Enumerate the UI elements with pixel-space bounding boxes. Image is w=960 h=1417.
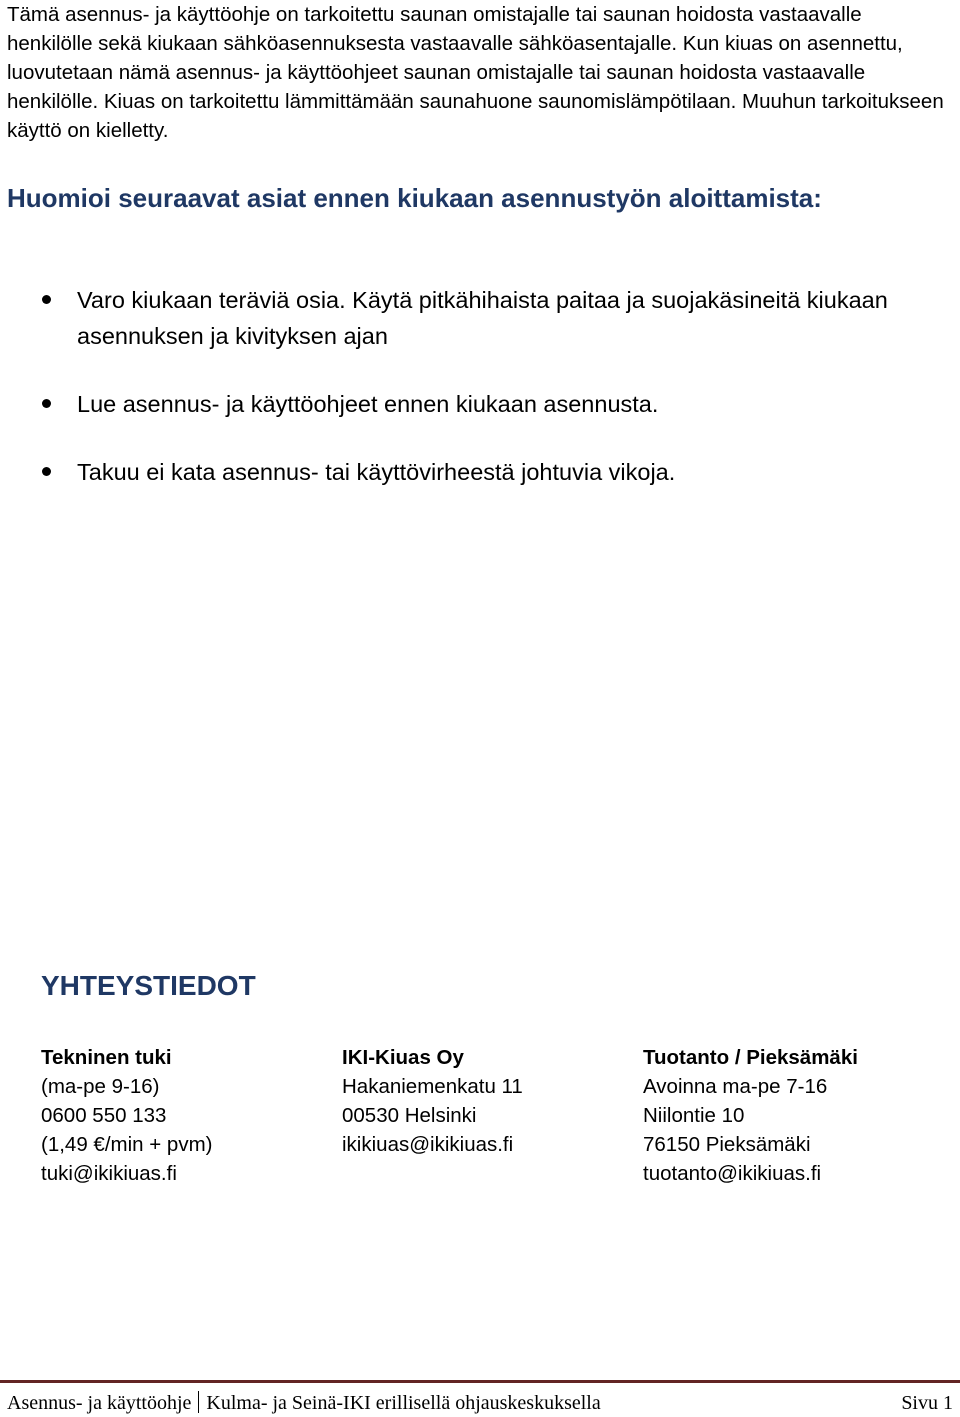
production-city: 76150 Pieksämäki bbox=[643, 1133, 811, 1156]
contact-production bbox=[643, 1043, 933, 1188]
contact-company bbox=[342, 1043, 632, 1159]
company-city: 00530 Helsinki bbox=[342, 1104, 477, 1127]
production-street: Niilontie 10 bbox=[643, 1104, 745, 1127]
notice-heading: Huomioi seuraavat asiat ennen kiukaan asennustyön aloittamista: bbox=[7, 183, 822, 213]
contact-column-title: Tekninen tuki bbox=[41, 1046, 172, 1069]
production-email: tuotanto@ikikiuas.fi bbox=[643, 1162, 822, 1185]
footer-doc-title: Kulma- ja Seinä-IKI erillisellä ohjauskeskuksella bbox=[206, 1392, 601, 1414]
intro-paragraph: Tämä asennus- ja käyttöohje on tarkoitettu saunan omistajalle tai saunan hoidosta vastaavalle henkilölle sekä kiukaan sähköasennuksesta vastaavalle sähköasentajalle. Kun kiuas on asennettu, luovutetaan nämä asennus- ja käyttöohjeet saunan omistajalle tai saunan hoidosta vastaavalle henkilölle. Kiuas on tarkoitettu lämmittämään saunahuone saunomislämpötilaan. Muuhun tarkoitukseen käyttö on kielletty. bbox=[7, 3, 944, 142]
production-hours: Avoinna ma-pe 7-16 bbox=[643, 1075, 828, 1098]
support-email: tuki@ikikiuas.fi bbox=[41, 1162, 177, 1185]
notice-list bbox=[0, 282, 960, 522]
company-street: Hakaniemenkatu 11 bbox=[342, 1075, 523, 1098]
bullet-icon bbox=[42, 399, 51, 408]
contacts-title: YHTEYSTIEDOT bbox=[41, 970, 256, 1001]
page-number: Sivu 1 bbox=[901, 1392, 953, 1414]
support-price: (1,49 €/min + pvm) bbox=[41, 1133, 213, 1156]
footer-doc-type: Asennus- ja käyttöohje bbox=[7, 1392, 192, 1414]
footer-separator bbox=[198, 1391, 199, 1413]
footer-document-info bbox=[7, 1389, 601, 1417]
support-phone: 0600 550 133 bbox=[41, 1104, 167, 1127]
list-item bbox=[0, 454, 960, 490]
contact-column-title: Tuotanto / Pieksämäki bbox=[643, 1046, 858, 1069]
page-footer bbox=[7, 1389, 953, 1417]
list-item bbox=[0, 282, 960, 354]
footer-divider bbox=[0, 1380, 960, 1383]
list-item-text: Takuu ei kata asennus- tai käyttövirheestä johtuvia vikoja. bbox=[77, 459, 676, 485]
contact-technical-support bbox=[41, 1043, 331, 1188]
list-item-text: Lue asennus- ja käyttöohjeet ennen kiukaan asennusta. bbox=[77, 391, 659, 417]
company-email: ikikiuas@ikikiuas.fi bbox=[342, 1133, 514, 1156]
contact-column-title: IKI-Kiuas Oy bbox=[342, 1046, 464, 1069]
list-item bbox=[0, 386, 960, 422]
list-item-text: Varo kiukaan teräviä osia. Käytä pitkähihaista paitaa ja suojakäsineitä kiukaan asennuksen ja kivityksen ajan bbox=[77, 287, 888, 349]
support-hours: (ma-pe 9-16) bbox=[41, 1075, 160, 1098]
bullet-icon bbox=[42, 467, 51, 476]
bullet-icon bbox=[42, 295, 51, 304]
